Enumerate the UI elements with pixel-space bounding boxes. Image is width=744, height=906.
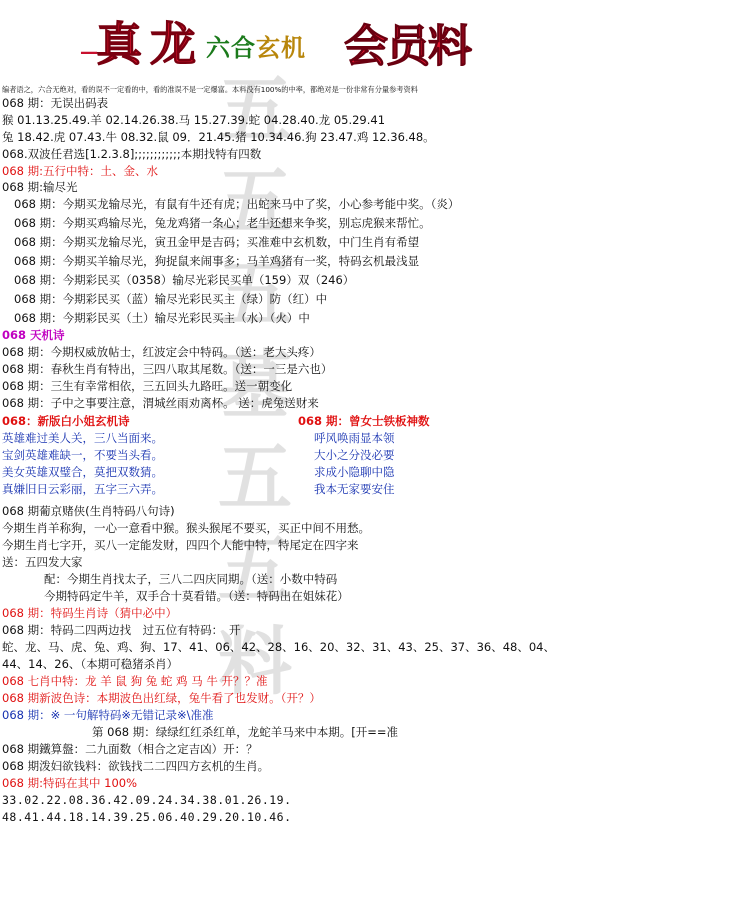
banner-title-huiyuanliao: 会员料 [344,21,470,72]
header-banner [0,0,744,80]
banner-subtitle-a: 六合 [206,33,256,62]
heading-heaven-poem: 068 天机诗 [2,328,65,342]
lose-line-3: 068 期：今期买龙输尽光，寅丑金甲是吉码；买准难中玄机数，中门生肖有希望 [14,235,420,249]
poem-right-2: 大小之分没必要 [314,448,395,462]
heading-five-elements: 068 期:五行中特：土、金、水 [2,164,158,178]
heaven-poem-line-1: 068 期：今期权威放帖士，红波定会中特码。（送：老大头疼） [2,345,321,359]
shrew-money-line: 068 期泼妇欲钱料：欲钱找二二四四方玄机的生肖。 [2,759,270,773]
lose-line-4: 068 期：今期买羊输尽光，狗捉鼠来闹事多；马羊鸡猪有一奖，特码玄机最浅显 [14,254,420,268]
heaven-poem-line-4: 068 期：子中之事要注意，渭城丝雨劝离杯。 送：虎兔送财来 [2,396,319,410]
special-numbers-row-1: 33.02.22.08.36.42.09.24.34.38.01.26.19. [2,793,292,807]
banner-char-long: 龙 [150,17,196,71]
one-sentence-special: 068 期：※ 一句解特码※无错记录※\准准 [2,708,214,722]
heading-special-zodiac-poem: 068 期：特码生肖诗（猜中必中） [2,606,178,620]
lose-line-2: 068 期：今期买鸡输尽光，兔龙鸡猪一条心；老牛还想来争奖，别忘虎猴来帮忙。 [14,216,431,230]
gambler-line-5: 今期特码定牛羊，双手合十莫看错。（送：特码出在姐妹花） [44,589,349,603]
gambler-line-4: 配：今期生肖找太子，三八二四庆同期。（送：小数中特码 [44,572,338,586]
poem-right-1: 呼风唤雨显本领 [314,431,395,445]
banner-char-zhen: 真 [96,17,142,71]
heading-macau-gambler [2,504,175,519]
lose-line-1: 068 期：今期买龙输尽光，有鼠有牛还有虎；出蛇来马中了奖，小心参考能中奖。（炎） [14,197,460,211]
heaven-poem-line-3: 068 期：三生有幸常相依，三五回头九路旺。送一朝变化 [2,379,293,393]
line-zodiac-numbers-1: 猴 01.13.25.49.羊 02.14.26.38.马 15.27.39.蛇 04.28.40.龙 05.29.41 [2,113,386,127]
lose-line-7: 068 期：今期彩民买（土）输尽光彩民买主（水）（火）中 [14,311,310,325]
heading-macau-gambler-text: 068 期葡京赌侠(生肖特码八句诗) [2,504,175,518]
banner-subtitle [206,28,306,63]
poem-right-4: 我本无家要安住 [314,482,395,496]
disclaimer: 编者语之，六合无绝对，看的误不一定看的中，看的准误不是一定爆富。本料没有100%的中率，都绝对是一份非常有分量参考资料 [2,85,418,94]
iron-abacus-line: 068 期鐵算盤：二九面数（相合之定吉凶）开：？ [2,742,258,756]
heading-white-miss-poem: 068：新版白小姐玄机诗 [2,414,130,428]
gambler-line-3: 送：五四发大家 [2,555,83,569]
poem-left-3: 美女英雄双璧合，莫把双数猜。 [2,465,163,479]
heaven-poem-line-2: 068 期：春秋生肖有特出，三四八取其尾数。（送：一三是六也） [2,362,333,376]
gambler-line-1: 今期生肖羊称狗，一心一意看中猴。猴头猴尾不要买，买正中间不用愁。 [2,521,370,535]
issue-green-red-line: 第 068 期：绿绿红红杀红单，龙蛇羊马来中本期。[开==准 [92,725,399,739]
watermark-text: 五五五墓五五料 [218,67,292,705]
seven-zodiac-line: 068 七肖中特：龙 羊 鼠 狗 兔 蛇 鸡 马 牛 开？？准 [2,674,268,688]
lose-line-6: 068 期：今期彩民买（蓝）输尽光彩民买主（绿）防（红）中 [14,292,328,306]
line-zodiac-numbers-2: 兔 18.42.虎 07.43.牛 08.32.鼠 09．21.45.猪 10.34.46.狗 23.47.鸡 12.36.48。 [2,130,435,144]
line-double-wave: 068.双波任君选[1.2.3.8];;;;;;;;;;;;本期找特有四数 [2,147,262,161]
line-no-error-table: 068 期：无误出码表 [2,96,109,110]
poem-left-1: 英雄难过美人关，三八当面来。 [2,431,163,445]
banner-dash: — [80,42,98,63]
zodiac-number-list-1: 蛇、龙、马、虎、兔、鸡、狗、17、41、06、42、28、16、20、32、31、43、25、37、36、48、04、 [2,640,555,654]
special-zodiac-line: 068 期：特码二四两边找 过五位有特码： 开 [2,623,241,637]
zodiac-number-list-2: 44、14、26、（本期可稳猪杀肖） [2,657,179,671]
gambler-line-2: 今期生肖七字开，买八一定能发财，四四个人能中特，特尾定在四字来 [2,538,359,552]
special-numbers-row-2: 48.41.44.18.14.39.25.06.40.29.20.10.46. [2,810,292,824]
poem-left-4: 真嫌旧日云彩丽，五字三六弄。 [2,482,163,496]
wave-color-poem: 068 期新波色诗：本期波色出红绿，兔牛看了也发财。（开？） [2,691,321,705]
heading-special-numbers: 068 期:特码在其中 100% [2,776,138,790]
banner-subtitle-b: 玄机 [256,33,306,62]
heading-ms-zeng: 068 期：曾女士铁板神数 [298,414,430,428]
poem-right-3: 求成小隐聊中隐 [314,465,395,479]
poem-left-2: 宝剑英雄难缺一，不要当头看。 [2,448,163,462]
heading-lose-all: 068 期:输尽光 [2,180,78,194]
lose-line-5: 068 期：今期彩民买（0358）输尽光彩民买单（159）双（246） [14,273,355,287]
